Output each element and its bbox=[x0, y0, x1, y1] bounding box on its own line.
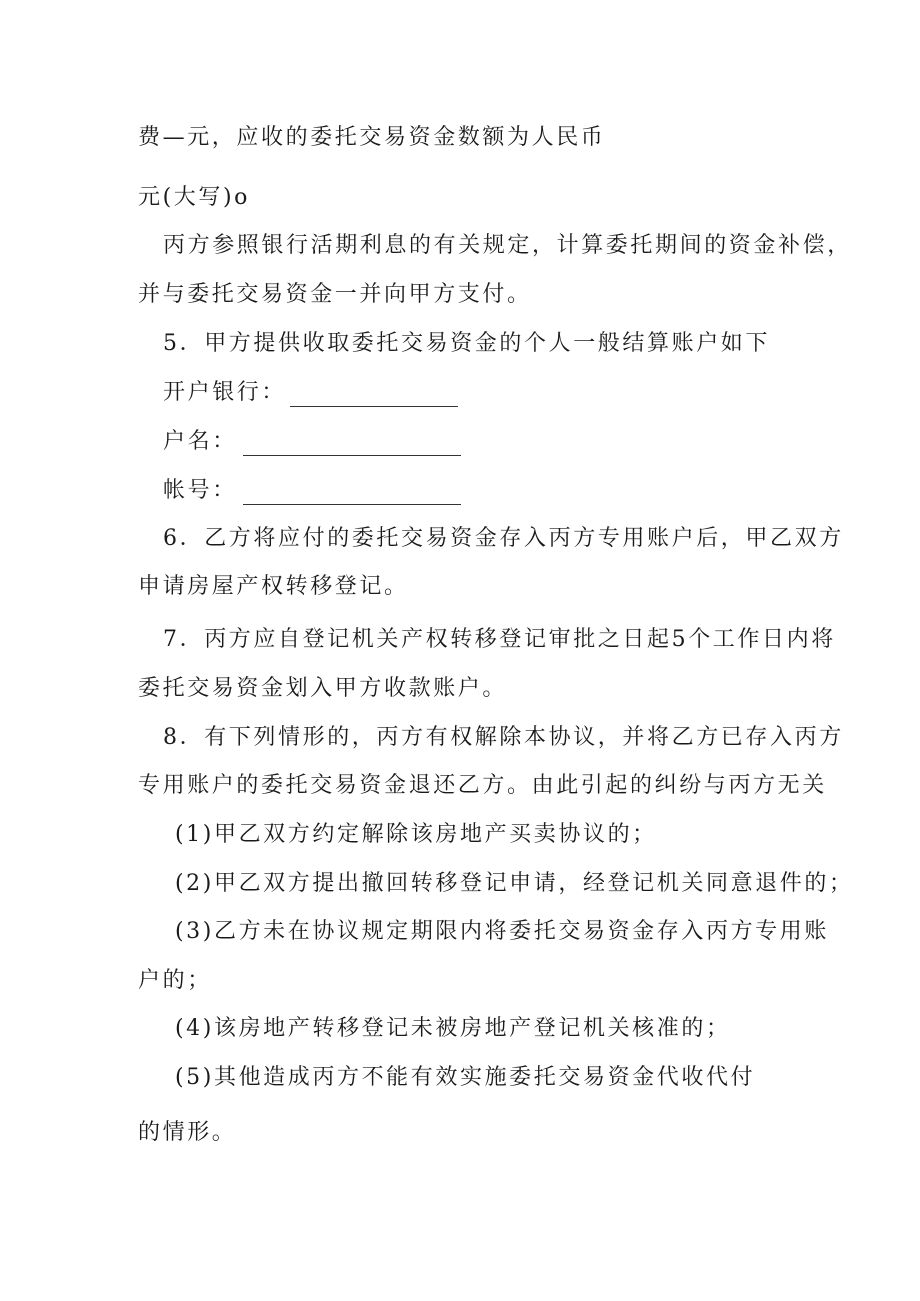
account-name-label: 户名： bbox=[163, 429, 237, 454]
account-number-field bbox=[163, 477, 461, 505]
text-line-fee: 费—元，应收的委托交易资金数额为人民币 bbox=[138, 125, 606, 150]
bank-name-blank[interactable] bbox=[290, 386, 458, 407]
clause-8-line-2: 专用账户的委托交易资金退还乙方。由此引起的纠纷与丙方无关 bbox=[138, 773, 827, 798]
clause-8-item-3-line-2: 户的； bbox=[138, 968, 212, 993]
text-line-amount-uppercase: 元(大写)o bbox=[138, 185, 251, 210]
bank-name-label: 开户银行： bbox=[163, 380, 287, 405]
clause-7-line-1: 7．丙方应自登记机关产权转移登记审批之日起5个工作日内将 bbox=[163, 627, 836, 652]
clause-8-item-1: (1)甲乙双方约定解除该房地产买卖协议的； bbox=[175, 822, 657, 847]
text-line-pay-party-a: 并与委托交易资金一并向甲方支付。 bbox=[138, 282, 532, 307]
clause-8-item-5-line-1: (5)其他造成丙方不能有效实施委托交易资金代收代付 bbox=[175, 1065, 756, 1090]
clause-6-line-1: 6．乙方将应付的委托交易资金存入丙方专用账户后，甲乙双方 bbox=[163, 526, 844, 551]
account-name-blank[interactable] bbox=[243, 435, 461, 456]
bank-name-field bbox=[163, 379, 458, 407]
clause-8-item-5-line-2: 的情形。 bbox=[138, 1120, 237, 1145]
account-number-blank[interactable] bbox=[243, 484, 461, 505]
clause-8-item-3-line-1: (3)乙方未在协议规定期限内将委托交易资金存入丙方专用账 bbox=[175, 919, 829, 944]
clause-8-item-4: (4)该房地产转移登记未被房地产登记机关核准的； bbox=[175, 1016, 731, 1041]
clause-8-line-1: 8．有下列情形的，丙方有权解除本协议，并将乙方已存入丙方 bbox=[163, 725, 844, 750]
account-name-field bbox=[163, 428, 461, 456]
clause-5-heading: 5．甲方提供收取委托交易资金的个人一般结算账户如下 bbox=[163, 331, 770, 356]
clause-8-item-2: (2)甲乙双方提出撤回转移登记申请，经登记机关同意退件的； bbox=[175, 871, 854, 896]
text-line-interest-compensation: 丙方参照银行活期利息的有关规定，计算委托期间的资金补偿， bbox=[163, 233, 852, 258]
clause-6-line-2: 申请房屋产权转移登记。 bbox=[138, 574, 409, 599]
account-number-label: 帐号： bbox=[163, 478, 237, 503]
clause-7-line-2: 委托交易资金划入甲方收款账户。 bbox=[138, 676, 508, 701]
